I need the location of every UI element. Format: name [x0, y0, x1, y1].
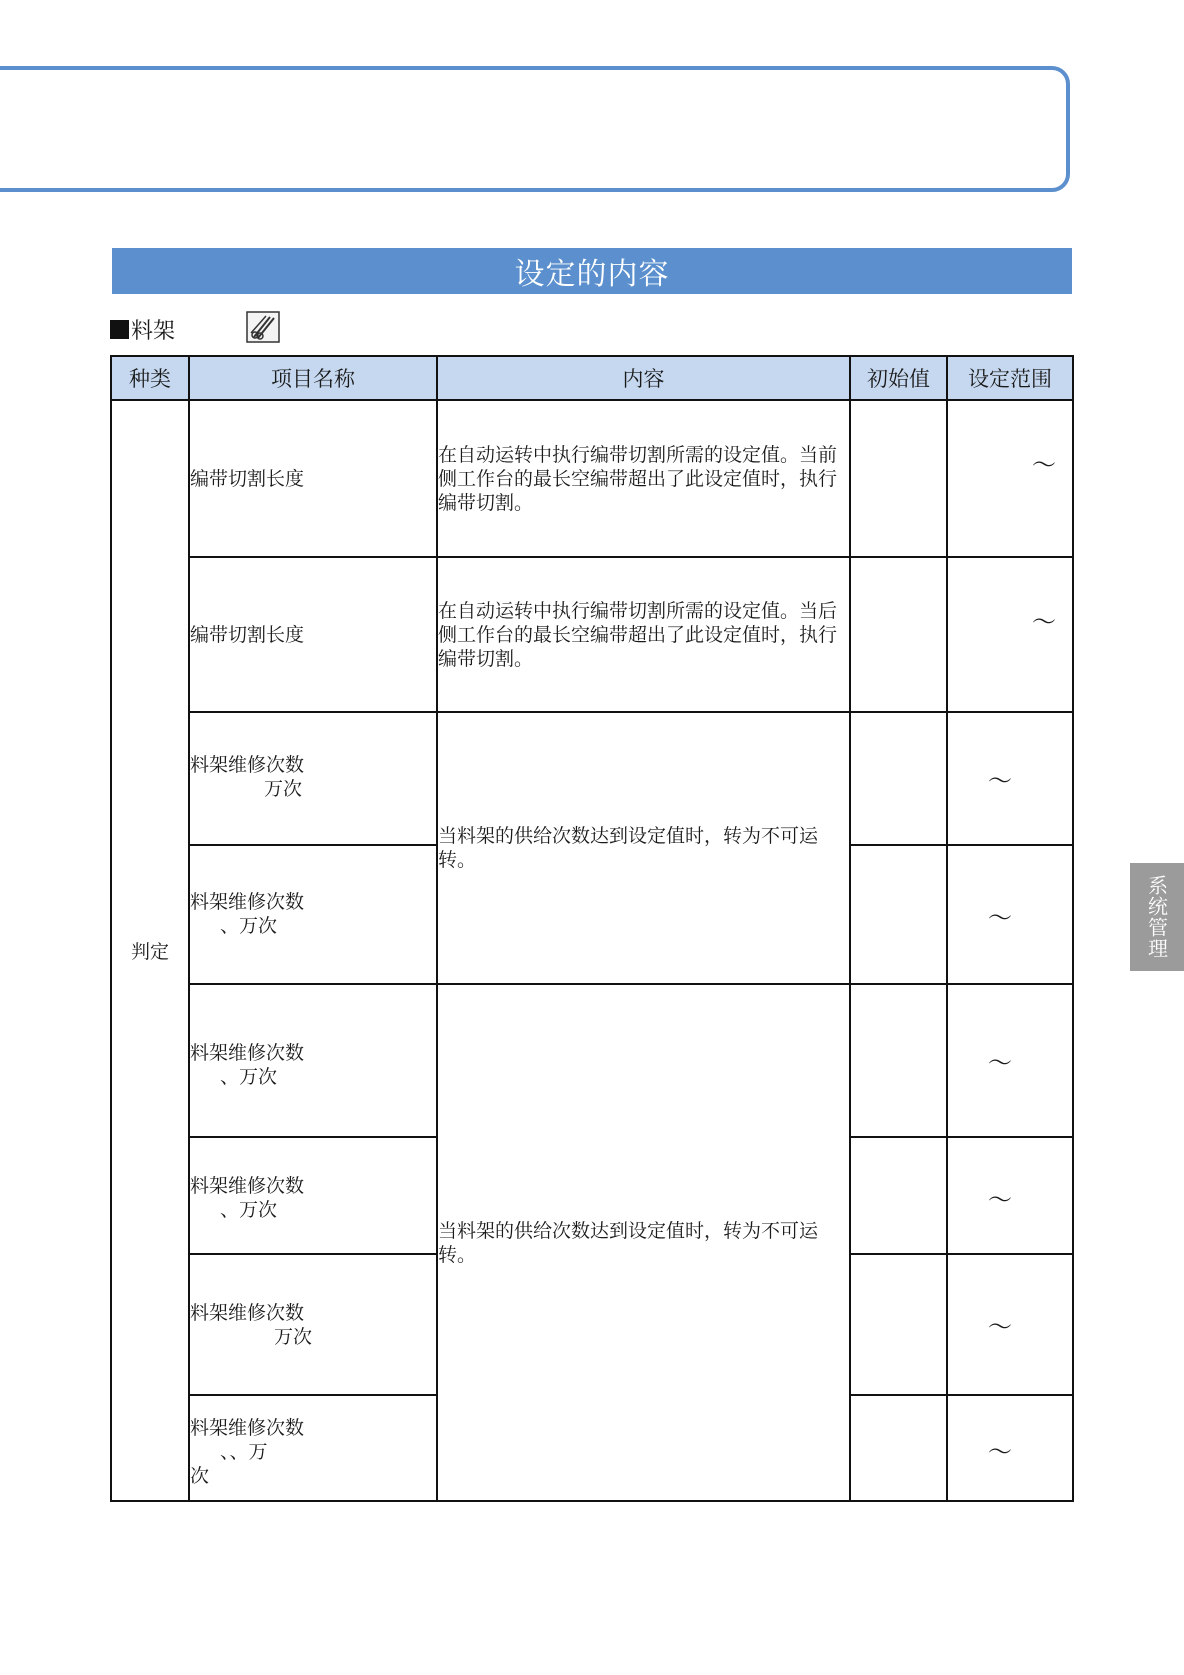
range-cell	[947, 1137, 1073, 1254]
initial-value-cell	[850, 712, 947, 845]
settings-table	[110, 355, 1074, 1502]
top-frame	[0, 66, 1070, 192]
item-name-cell	[189, 1254, 437, 1395]
header-content: 内容	[437, 356, 850, 400]
section-banner: 设定的内容	[112, 248, 1072, 294]
item-name-cell	[189, 1137, 437, 1254]
range-cell	[947, 984, 1073, 1137]
side-tab-system-management[interactable]: 系统管理	[1130, 863, 1184, 971]
initial-value-cell	[850, 984, 947, 1137]
item-name: 料架维修次数	[190, 1417, 305, 1439]
item-name-unit: 、万次	[220, 1066, 278, 1088]
item-name: 编带切割长度	[190, 623, 305, 646]
item-name-cell	[189, 1395, 437, 1501]
range-tilde: ～	[988, 1438, 1012, 1466]
header-item-name: 项目名称	[189, 356, 437, 400]
initial-value-cell	[850, 1395, 947, 1501]
item-name: 料架维修次数	[190, 891, 305, 913]
item-name: 料架维修次数	[190, 754, 305, 776]
header-setting-range: 设定范围	[947, 356, 1073, 400]
item-name-unit: 、、万	[220, 1441, 268, 1463]
section-heading	[110, 314, 175, 345]
initial-value-cell	[850, 1137, 947, 1254]
range-tilde: ～	[988, 1186, 1012, 1214]
initial-value-cell	[850, 1254, 947, 1395]
range-cell	[947, 400, 1073, 557]
item-name-cell	[189, 984, 437, 1137]
item-name: 料架维修次数	[190, 1042, 305, 1064]
item-name-cell	[189, 400, 437, 557]
item-name-unit: 、万次	[220, 915, 278, 937]
content-cell: 当料架的供给次数达到设定值时，转为不可运转。	[437, 984, 850, 1501]
section-heading-text: 料架	[131, 319, 176, 344]
range-cell	[947, 712, 1073, 845]
item-name-unit: 、万次	[220, 1199, 278, 1221]
item-name-unit: 万次	[274, 1326, 313, 1348]
item-name-cell	[189, 557, 437, 712]
range-tilde: ～	[988, 1313, 1012, 1341]
range-tilde: ～	[988, 1049, 1012, 1077]
initial-value-cell	[850, 557, 947, 712]
range-tilde: ～	[1032, 451, 1056, 479]
table-row	[111, 984, 1073, 1137]
feeder-icon	[246, 311, 280, 343]
category-cell: 判定	[111, 400, 189, 1501]
range-cell	[947, 557, 1073, 712]
table-header-row	[111, 356, 1073, 400]
item-name: 料架维修次数	[190, 1175, 305, 1197]
item-name: 料架维修次数	[190, 1302, 305, 1324]
range-tilde: ～	[988, 767, 1012, 795]
range-tilde: ～	[988, 904, 1012, 932]
content-cell: 当料架的供给次数达到设定值时，转为不可运转。	[437, 712, 850, 984]
item-name: 编带切割长度	[190, 467, 305, 490]
table-row	[111, 557, 1073, 712]
table-row	[111, 400, 1073, 557]
range-cell	[947, 1254, 1073, 1395]
range-cell	[947, 1395, 1073, 1501]
header-initial-value: 初始值	[850, 356, 947, 400]
content-cell: 在自动运转中执行编带切割所需的设定值。当后侧工作台的最长空编带超出了此设定值时，执行编带切割。	[437, 557, 850, 712]
item-name-cell	[189, 845, 437, 984]
initial-value-cell	[850, 845, 947, 984]
header-category: 种类	[111, 356, 189, 400]
table-row	[111, 712, 1073, 845]
content-cell: 在自动运转中执行编带切割所需的设定值。当前侧工作台的最长空编带超出了此设定值时，执行编带切割。	[437, 400, 850, 557]
range-cell	[947, 845, 1073, 984]
range-tilde: ～	[1032, 608, 1056, 636]
item-name-unit-wrap: 次	[190, 1465, 210, 1487]
item-name-unit: 万次	[264, 778, 303, 800]
bullet-square-icon	[110, 320, 129, 339]
item-name-cell	[189, 712, 437, 845]
initial-value-cell	[850, 400, 947, 557]
